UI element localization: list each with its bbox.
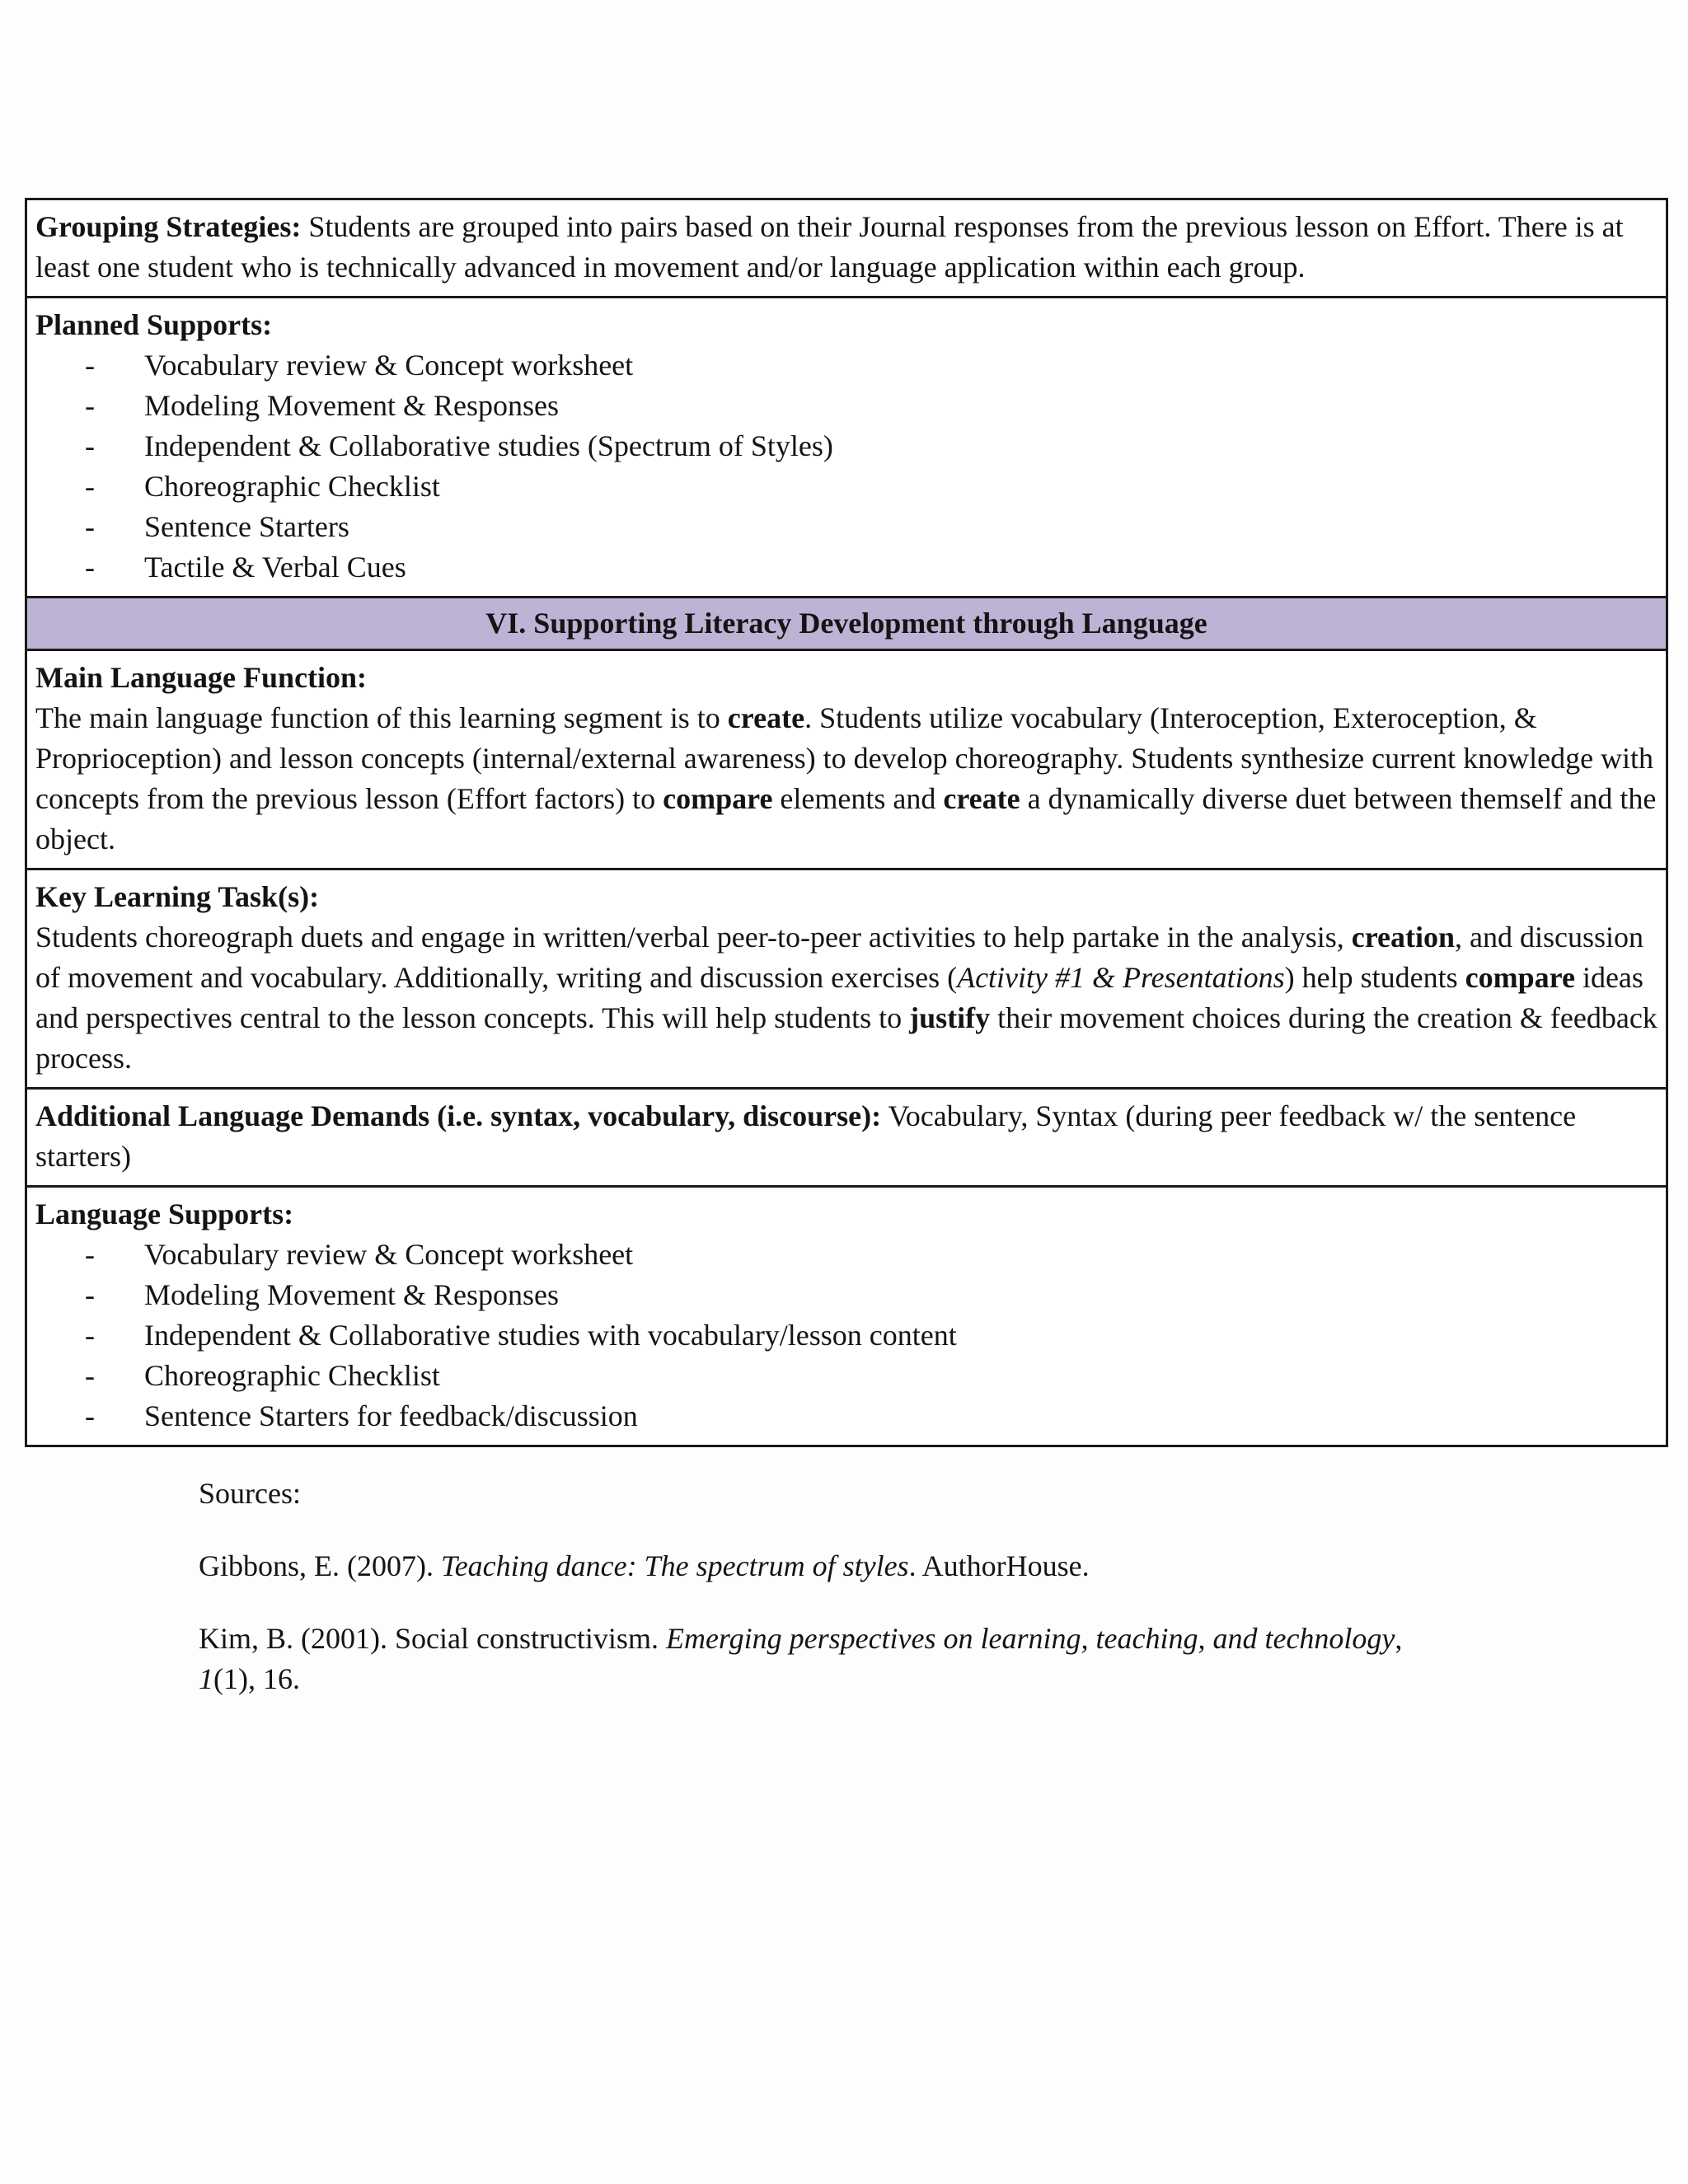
key-learning-tasks-label: Key Learning Task(s): [35, 880, 320, 913]
list-item: - Vocabulary review & Concept worksheet [35, 1235, 1658, 1275]
language-supports-label: Language Supports: [35, 1197, 294, 1230]
dash-bullet: - [85, 1319, 95, 1352]
language-supports-list [35, 1235, 1658, 1436]
list-item: - Independent & Collaborative studies with vocabulary/lesson content [35, 1315, 1658, 1356]
dash-bullet: - [85, 1399, 95, 1432]
additional-language-demands-label: Additional Language Demands (i.e. syntax, vocabulary, discourse): [35, 1099, 882, 1132]
list-item: - Modeling Movement & Responses [35, 1275, 1658, 1315]
sources-heading: Sources: [199, 1477, 301, 1510]
additional-language-demands-cell [27, 1087, 1666, 1185]
list-item: - Sentence Starters for feedback/discussion [35, 1396, 1658, 1436]
planned-supports-label: Planned Supports: [35, 308, 273, 341]
list-item: - Choreographic Checklist [35, 466, 1658, 507]
grouping-strategies-cell [27, 200, 1666, 296]
sources-section [199, 1474, 1484, 1732]
planned-supports-list [35, 345, 1658, 588]
grouping-strategies-text: Students are grouped into pairs based on their Journal responses from the previous lesson on Effort. There is at least one student who is technically advanced in movement and/or language application within each group. [35, 210, 1624, 284]
dash-bullet: - [85, 389, 95, 422]
dash-bullet: - [85, 1278, 95, 1311]
list-item: - Sentence Starters [35, 507, 1658, 547]
list-item: - Independent & Collaborative studies (Spectrum of Styles) [35, 426, 1658, 466]
list-item: - Tactile & Verbal Cues [35, 547, 1658, 588]
main-language-function-text: The main language function of this learning segment is to create. Students utilize vocabulary (Interoception, Exteroception, & Proprioception) and lesson concepts (internal/external awareness) to develop choreography. Students synthesize current knowledge with concepts from the previous lesson (Effort factors) to compare elements and create a dynamically diverse duet between themself and the object. [35, 701, 1657, 855]
dash-bullet: - [85, 429, 95, 462]
section-header: VI. Supporting Literacy Development through Language [27, 596, 1666, 649]
list-item: - Choreographic Checklist [35, 1356, 1658, 1396]
language-supports-cell [27, 1185, 1666, 1445]
key-learning-tasks-text: Students choreograph duets and engage in written/verbal peer-to-peer activities to help partake in the analysis, creation, and discussion of movement and vocabulary. Additionally, writing and discussion exercises (Activity #1 & Presentations) help students compare ideas and perspectives central to the lesson concepts. This will help students to justify their movement choices during the creation & feedback process. [35, 921, 1658, 1075]
dash-bullet: - [85, 1359, 95, 1392]
dash-bullet: - [85, 470, 95, 503]
planned-supports-cell [27, 296, 1666, 596]
list-item: - Vocabulary review & Concept worksheet [35, 345, 1658, 386]
main-language-function-cell [27, 649, 1666, 868]
grouping-strategies-label: Grouping Strategies: [35, 210, 302, 243]
key-learning-tasks-cell [27, 868, 1666, 1087]
dash-bullet: - [85, 510, 95, 543]
reference-kim: Kim, B. (2001). Social constructivism. Emerging perspectives on learning, teaching, and technology, 1(1), 16. [199, 1622, 1403, 1695]
lesson-plan-table [25, 198, 1668, 1447]
list-item: - Modeling Movement & Responses [35, 386, 1658, 426]
dash-bullet: - [85, 349, 95, 382]
dash-bullet: - [85, 1238, 95, 1271]
reference-gibbons: Gibbons, E. (2007). Teaching dance: The spectrum of styles. AuthorHouse. [199, 1549, 1090, 1582]
main-language-function-label: Main Language Function: [35, 661, 368, 694]
additional-language-demands-text: Vocabulary, Syntax (during peer feedback w/ the sentence starters) [35, 1099, 1577, 1173]
dash-bullet: - [85, 551, 95, 583]
